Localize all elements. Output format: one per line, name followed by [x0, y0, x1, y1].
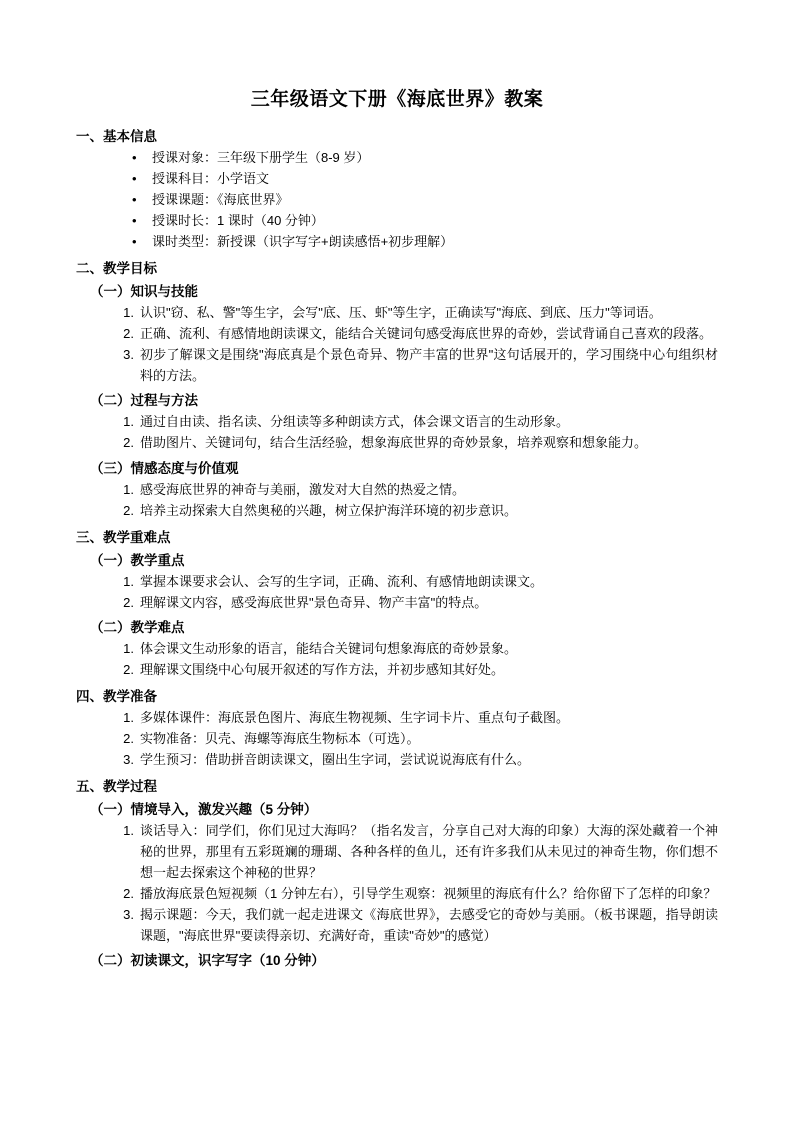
list-item: 体会课文生动形象的语言，能结合关键词句想象海底的奇妙景象。 — [140, 640, 518, 656]
subsection-heading: （一）情境导入，激发兴趣（5 分钟） — [90, 801, 318, 817]
list-item: 谈话导入：同学们，你们见过大海吗？（指名发言，分享自己对大海的印象）大海的深处藏着一个神秘的世界，那里有五彩斑斓的珊瑚、各种各样的鱼儿，还有许多我们从未见过的神奇生物，你们想不想一起去探索这个神秘的世界？ — [140, 822, 718, 881]
list-item: 播放海底景色短视频（1 分钟左右），引导学生观察：视频里的海底有什么？给你留下了怎样的印象？ — [140, 886, 717, 902]
list-item: 多媒体课件：海底景色图片、海底生物视频、生字词卡片、重点句子截图。 — [140, 709, 570, 725]
list-item: 培养主动探索大自然奥秘的兴趣，树立保护海洋环境的初步意识。 — [140, 502, 518, 518]
numbered-list — [76, 479, 718, 521]
numbered-list — [76, 820, 718, 946]
list-item: 理解课文围绕中心句展开叙述的写作方法，并初步感知其好处。 — [140, 661, 505, 677]
bullet-list — [76, 147, 718, 252]
numbered-list — [76, 638, 718, 680]
list-item: 通过自由读、指名读、分组读等多种朗读方式，体会课文语言的生动形象。 — [140, 414, 570, 430]
numbered-list — [76, 411, 718, 453]
list-item: 掌握本课要求会认、会写的生字词，正确、流利、有感情地朗读课文。 — [140, 573, 544, 589]
list-item: • 授课对象：三年级下册学生（8-9 岁） — [132, 147, 718, 168]
list-item: 借助图片、关键词句，结合生活经验，想象海底世界的奇妙景象，培养观察和想象能力。 — [140, 435, 648, 451]
numbered-list — [76, 707, 718, 770]
list-item: 揭示课题：今天，我们就一起走进课文《海底世界》，去感受它的奇妙与美丽。（板书课题，指导朗读课题，"海底世界"要读得亲切、充满好奇，重读"奇妙"的感觉） — [140, 907, 718, 944]
subsection-heading: （二）过程与方法 — [90, 393, 198, 409]
subsection-heading: （三）情感态度与价值观 — [90, 460, 239, 476]
page-title: 三年级语文下册《海底世界》教案 — [250, 89, 544, 110]
list-item: • 授课时长：1 课时（40 分钟） — [132, 210, 718, 231]
section-heading: 二、教学目标 — [76, 261, 157, 277]
list-item: • 授课课题：《海底世界》 — [132, 189, 718, 210]
list-item: 初步了解课文是围绕"海底真是个景色奇异、物产丰富的世界"这句话展开的，学习围绕中心句组织材料的方法。 — [140, 347, 718, 384]
subsection-heading: （一）知识与技能 — [90, 284, 198, 300]
section-heading: 五、教学过程 — [76, 778, 157, 794]
list-item: 感受海底世界的神奇与美丽，激发对大自然的热爱之情。 — [140, 481, 466, 497]
section-heading: 三、教学重难点 — [76, 529, 171, 545]
numbered-list — [76, 571, 718, 613]
list-item: 学生预习：借助拼音朗读课文，圈出生字词，尝试说说海底有什么。 — [140, 751, 531, 767]
section-heading: 一、基本信息 — [76, 129, 157, 144]
document-body — [76, 125, 718, 969]
list-item: 理解课文内容，感受海底世界"景色奇异、物产丰富"的特点。 — [140, 594, 488, 610]
list-item: 正确、流利、有感情地朗读课文，能结合关键词句感受海底世界的奇妙，尝试背诵自己喜欢的段落。 — [140, 326, 713, 342]
list-item: • 授课科目：小学语文 — [132, 168, 718, 189]
subsection-heading: （一）教学重点 — [90, 552, 185, 568]
subsection-heading: （二）初读课文，识字写字（10 分钟） — [90, 953, 325, 969]
subsection-heading: （二）教学难点 — [90, 619, 185, 635]
numbered-list — [76, 302, 718, 386]
list-item: 实物准备：贝壳、海螺等海底生物标本（可选）。 — [140, 730, 420, 746]
list-item: • 课时类型：新授课（识字写字+朗读感悟+初步理解） — [132, 231, 718, 252]
section-heading: 四、教学准备 — [76, 688, 157, 704]
list-item: 认识"窃、私、警"等生字，会写"底、压、虾"等生字，正确读写"海底、到底、压力"等词语。 — [140, 305, 662, 321]
